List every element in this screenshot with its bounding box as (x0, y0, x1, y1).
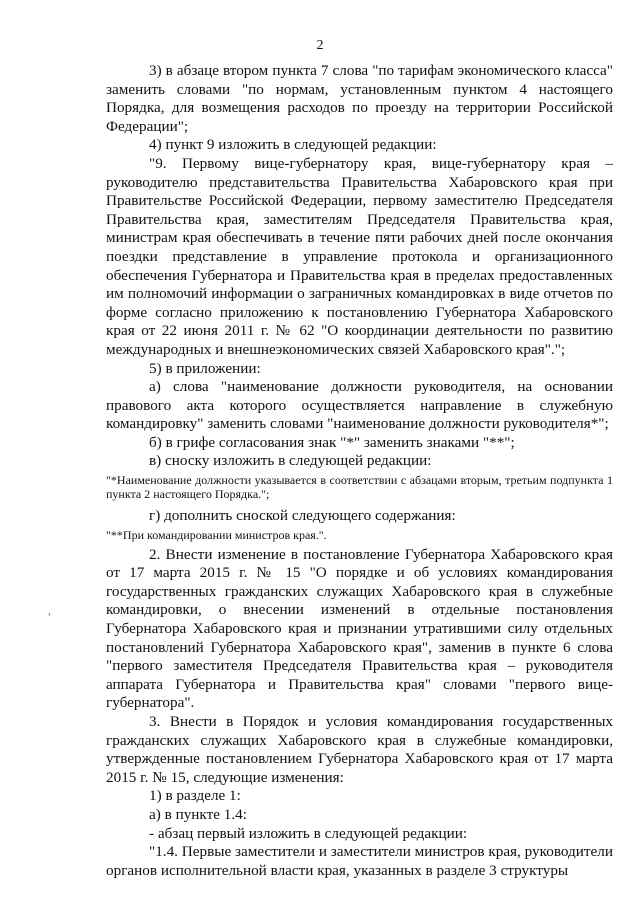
paragraph-first-abzac: - абзац первый изложить в следующей редакции: (149, 824, 468, 842)
footnote-text-2: "**При командировании министров края.". (106, 527, 327, 542)
paragraph-subitem-v: в) сноску изложить в следующей редакции: (149, 452, 432, 470)
paragraph-item-4: 4) пункт 9 изложить в следующей редакции: (149, 136, 437, 154)
paragraph-section-2: 2. Внести изменение в постановление Губернатора Хабаровского края от 17 марта 2015 г. № 15 "О порядке и об условиях командирования государственных гражданских служащих Хабаровского края в служебные командировки, о внесении изменений в отдельные постановления Губернатора Хабаровского края и признании утратившими силу отдельных постановлений Губернатора Хабаровского края", заменив в пункте 6 слова "первого заместителя Председателя Правительства края – руководителя аппарата Губернатора и Правительства края" словами "первого вице-губернатора". (106, 545, 613, 712)
paragraph-point-1-4-text: "1.4. Первые заместители и заместители министров края, руководители органов исполнительной власти края, указанных в разделе 3 структуры (106, 843, 613, 879)
paragraph-subitem-b: б) в грифе согласования знак "*" заменить знаками "**"; (149, 433, 515, 451)
paragraph-point-9-text: "9. Первому вице-губернатору края, вице-губернатору края – руководителю представительства Правительства Хабаровского края при Правительстве Российской Федерации, первому заместителю Председателя Правительства края, заместителям Председателя Правительства края, министрам края обеспечивать в течение пяти рабочих дней после окончания поездки представление в управление протокола и организационного обеспечения Губернатора и Правительства края в пределах предоставленных им полномочий информации о заграничных командировках в виде отчетов по форме согласно приложению к постановлению Губернатора Хабаровского края от 22 июня 2011 г. № 62 "О координации деятельности по развитию международных и внешнеэкономических связей Хабаровского края"."; (106, 154, 613, 358)
paragraph-subitem-g: г) дополнить сноской следующего содержания: (149, 507, 456, 525)
paragraph-point-1-4-ref: а) в пункте 1.4: (149, 805, 247, 823)
paragraph-item-3: 3) в абзаце втором пункта 7 слова "по тарифам экономического класса" заменить словами "по нормам, установленным пунктом 4 настоящего Порядка, для возмещения расходов по проезду на территории Российской Федерации"; (106, 62, 613, 135)
document-body (106, 62, 613, 880)
footnote-text-1: "*Наименование должности указывается в соответствии с абзацами вторым, третьим подпункта 1 пункта 2 настоящего Порядка."; (106, 473, 613, 501)
paragraph-item-5: 5) в приложении: (149, 359, 261, 377)
paragraph-section-3: 3. Внести в Порядок и условия командирования государственных гражданских служащих Хабаровского края в служебные командировки, утвержденные постановлением Губернатора Хабаровского края от 17 марта 2015 г. № 15, следующие изменения: (106, 713, 613, 786)
scan-speck: , (48, 603, 51, 617)
paragraph-section-1-ref: 1) в разделе 1: (149, 787, 241, 805)
paragraph-subitem-a: а) слова "наименование должности руководителя, на основании правового акта которого осуществляется направление в служебную командировку" заменить словами "наименование должности руководителя*"; (106, 378, 613, 433)
page-number: 2 (316, 38, 324, 53)
